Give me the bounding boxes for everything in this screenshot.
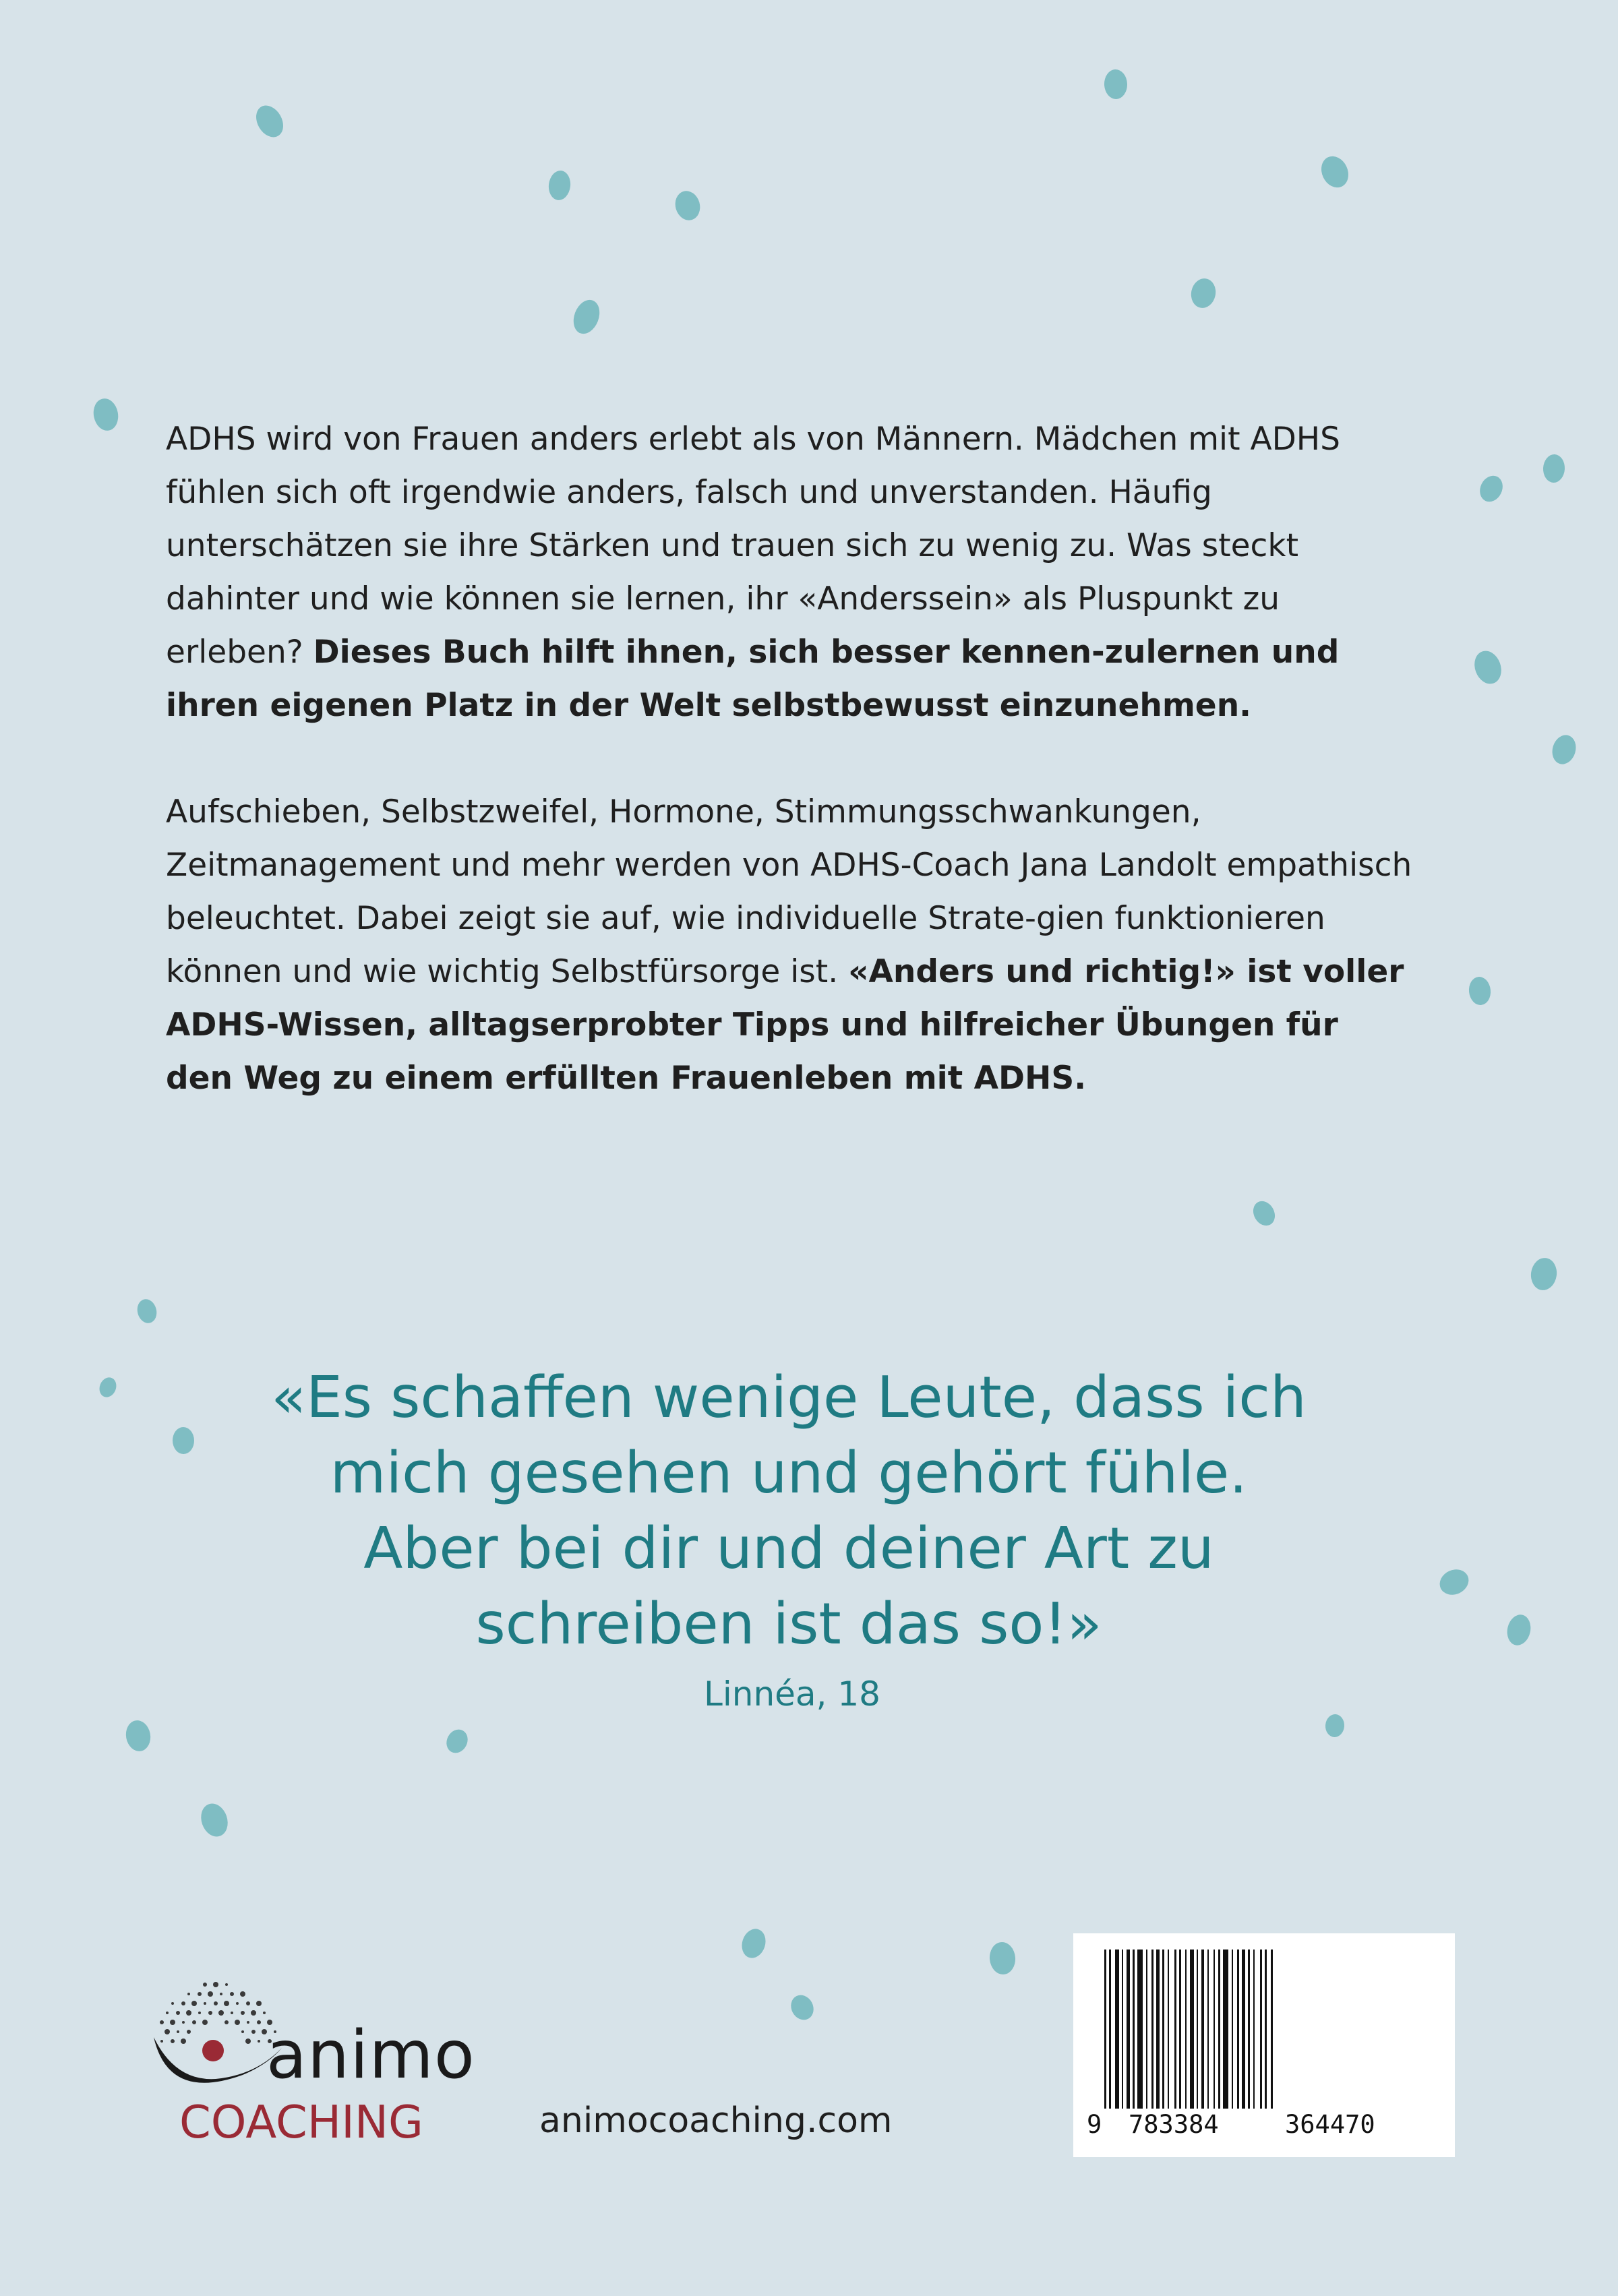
- blurb-p2-text: Aufschieben, Selbstzweifel, Hormone, Stimmungsschwankungen, Zeitmanagement und mehr werden von ADHS-Coach Jana Landolt empathisch beleuchtet. Dabei zeigt sie auf, wie individuelle Strate-gien funktionieren können und wie wichtig Selbstfürsorge ist.: [166, 793, 1412, 990]
- barcode-bar: [1137, 1950, 1143, 2109]
- logo-dot: [182, 2021, 185, 2024]
- quote-attribution: Linnéa, 18: [704, 1674, 880, 1714]
- logo-dot: [257, 2020, 261, 2024]
- barcode-bar: [1260, 1950, 1262, 2109]
- logo-dot: [181, 2038, 186, 2044]
- barcode-bar: [1218, 1950, 1220, 2109]
- blurb-paragraph-2: [166, 785, 1413, 1105]
- logo-dot: [160, 2020, 164, 2024]
- logo-dot: [208, 1991, 213, 1997]
- logo-dot: [251, 2030, 256, 2034]
- publisher-website: animocoaching.com: [539, 2101, 893, 2141]
- logo-dot: [246, 2001, 250, 2005]
- blurb-p1-text: ADHS wird von Frauen anders erlebt als von Männern. Mädchen mit ADHS fühlen sich oft irgendwie anders, falsch und unverstanden. Häufig unterschätzen sie ihre Stärken und trauen sich zu wenig zu. Was steckt dahinter und wie können sie lernen, ihr «Anderssein» als Pluspunkt zu erleben?: [166, 421, 1340, 671]
- logo-dot: [241, 2011, 245, 2015]
- logo-dot: [160, 2040, 163, 2043]
- quote-line-4: schreiben ist das so!»: [475, 1591, 1102, 1658]
- logo-dot: [171, 2039, 175, 2043]
- logo-dot: [231, 2012, 233, 2014]
- logo-dot: [224, 2020, 229, 2024]
- barcode-bar: [1248, 1950, 1250, 2109]
- barcode-bar: [1253, 1950, 1255, 2109]
- teal-dot-icon: [1249, 1197, 1280, 1230]
- logo-dot: [208, 2011, 212, 2015]
- teal-dot-icon: [738, 1926, 769, 1961]
- barcode-bar: [1214, 1950, 1215, 2109]
- logo-wordmark: animo: [266, 2017, 475, 2094]
- teal-dot-icon: [547, 169, 572, 202]
- logo-dot: [251, 2010, 256, 2016]
- teal-dot-icon: [1542, 454, 1565, 483]
- logo-dot: [164, 2029, 170, 2034]
- teal-dot-icon: [1325, 1714, 1345, 1738]
- logo-dot: [198, 1992, 202, 1996]
- barcode-bar: [1174, 1950, 1176, 2109]
- logo-dot: [192, 2020, 196, 2024]
- logo-dot: [170, 2020, 175, 2025]
- logo-dot: [176, 2011, 180, 2015]
- barcode-bar: [1127, 1950, 1130, 2109]
- barcode-bar: [1146, 1950, 1147, 2109]
- barcode-bar: [1265, 1950, 1267, 2109]
- logo-dot: [181, 2001, 185, 2005]
- teal-dot-icon: [1529, 1257, 1559, 1292]
- logo-dot: [220, 1993, 222, 1995]
- publisher-logo: [148, 1975, 485, 2148]
- logo-dot: [202, 2020, 208, 2025]
- logo-dot: [186, 2010, 191, 2016]
- teal-dot-icon: [1504, 1612, 1533, 1648]
- logo-dot: [171, 2002, 174, 2005]
- blurb-paragraph-1: [166, 413, 1413, 732]
- logo-dot: [247, 2021, 249, 2024]
- barcode-bar: [1156, 1950, 1160, 2109]
- quote-line-3: Aber bei dir und deiner Art zu: [363, 1515, 1214, 1582]
- barcode-bar: [1151, 1950, 1153, 2109]
- teal-dot-icon: [1189, 276, 1218, 311]
- blurb-p2-bold: «Anders und richtig!» ist voller ADHS-Wissen, alltagserprobter Tipps und hilfreicher Übungen für den Weg zu einem erfüllten Frauenleben mit ADHS.: [166, 953, 1404, 1097]
- teal-dot-icon: [1468, 975, 1492, 1006]
- teal-dot-icon: [672, 188, 704, 223]
- dotted-arc-logo-icon: [148, 1975, 283, 2096]
- isbn-left-digits: 783384: [1129, 2110, 1219, 2139]
- barcode-bar: [1179, 1950, 1181, 2109]
- logo-dot: [236, 2002, 239, 2005]
- logo-dot: [198, 2012, 201, 2014]
- logo-dot: [191, 2001, 197, 2006]
- barcode-bar: [1201, 1950, 1204, 2109]
- logo-dot: [187, 2030, 191, 2034]
- logo-dot: [241, 2030, 244, 2033]
- logo-dot: [203, 1983, 207, 1987]
- barcode-bar: [1223, 1950, 1228, 2109]
- logo-subtitle: COACHING: [179, 2096, 423, 2148]
- teal-dot-icon: [988, 1941, 1017, 1975]
- logo-dot: [224, 2001, 229, 2006]
- barcode-bar: [1104, 1950, 1106, 2109]
- barcode-bar: [1133, 1950, 1135, 2109]
- logo-dot: [214, 2001, 218, 2005]
- logo-dot: [230, 1992, 234, 1996]
- barcode-bar: [1237, 1950, 1239, 2109]
- barcode-bar: [1109, 1950, 1111, 2109]
- teal-dot-icon: [1104, 69, 1128, 99]
- logo-dot: [240, 1991, 245, 1997]
- barcode-bar: [1232, 1950, 1233, 2109]
- barcode-bar: [1115, 1950, 1119, 2109]
- isbn-barcode: [1073, 1933, 1455, 2157]
- barcode-bar: [1271, 1950, 1273, 2109]
- teal-dot-icon: [123, 1718, 152, 1753]
- teal-dot-icon: [1470, 647, 1506, 688]
- logo-dot: [166, 2012, 169, 2014]
- teal-dot-icon: [442, 1726, 471, 1757]
- barcode-bars: [1104, 1950, 1424, 2109]
- quote-line-2: mich gesehen und gehört fühle.: [330, 1440, 1248, 1507]
- barcode-bar: [1122, 1950, 1123, 2109]
- blurb-p1-bold: Dieses Buch hilft ihnen, sich besser kennen-zulernen und ihren eigenen Platz in der Welt selbstbewusst einzunehmen.: [166, 634, 1340, 724]
- isbn-first-digit: 9: [1087, 2110, 1102, 2139]
- barcode-bar: [1185, 1950, 1187, 2109]
- blurb-text: [166, 413, 1413, 1105]
- barcode-bar: [1190, 1950, 1194, 2109]
- logo-dot: [213, 1982, 218, 1987]
- barcode-bar: [1197, 1950, 1198, 2109]
- logo-dot: [177, 2030, 179, 2033]
- logo-dot: [256, 2001, 262, 2006]
- teal-dot-icon: [787, 1991, 818, 2024]
- logo-dot: [225, 1983, 228, 1986]
- teal-dot-icon: [135, 1297, 159, 1325]
- teal-dot-icon: [197, 1800, 232, 1840]
- isbn-right-digits: 364470: [1285, 2110, 1375, 2139]
- teal-dot-icon: [1549, 732, 1579, 767]
- logo-dot: [235, 2020, 240, 2025]
- quote-line-1: «Es schaffen wenige Leute, dass ich: [271, 1364, 1307, 1431]
- barcode-bar: [1207, 1950, 1209, 2109]
- isbn-digits: [1087, 2110, 1444, 2144]
- logo-dot: [263, 2012, 266, 2014]
- teal-dot-icon: [251, 100, 289, 142]
- logo-dot: [245, 2038, 251, 2044]
- logo-dot: [187, 1993, 190, 1995]
- logo-dot: [218, 2010, 224, 2016]
- teal-dot-icon: [91, 396, 121, 433]
- barcode-bar: [1168, 1950, 1169, 2109]
- testimonial-quote: [162, 1360, 1416, 1662]
- barcode-bar: [1242, 1950, 1245, 2109]
- teal-dot-icon: [96, 1375, 119, 1400]
- teal-dot-icon: [569, 296, 604, 337]
- logo-dot: [258, 2040, 260, 2043]
- teal-dot-icon: [1317, 152, 1354, 192]
- teal-dot-icon: [1476, 472, 1507, 506]
- teal-dot-icon: [1436, 1565, 1473, 1600]
- logo-dot: [204, 2002, 206, 2005]
- barcode-bar: [1162, 1950, 1164, 2109]
